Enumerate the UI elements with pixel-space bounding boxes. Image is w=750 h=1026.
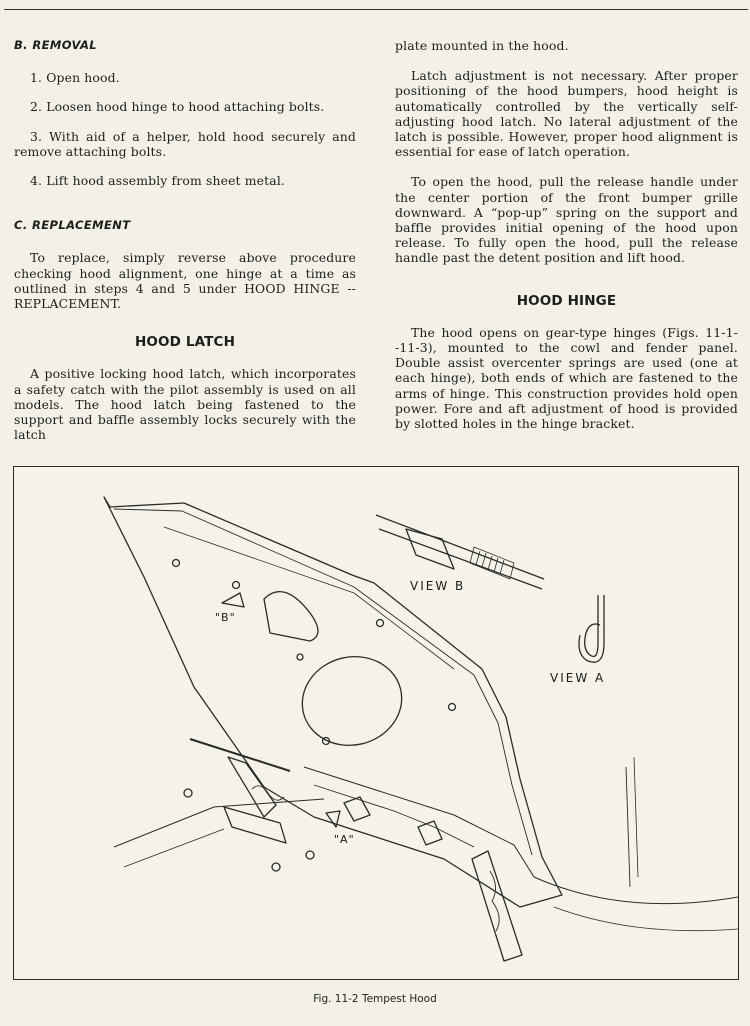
top-rule (4, 9, 748, 10)
figure-tempest-hood (13, 466, 739, 980)
figure-caption: Fig. 11-2 Tempest Hood (313, 993, 437, 1005)
left-hinge-spring (252, 786, 284, 800)
view-a-label: VIEW A (550, 671, 606, 685)
hood-latch-text: A positive locking hood latch, which incorporates a safety catch with the pilot assembly is used on all models. The hood latch being fastened to the support and baffle assembly locks securely with the latch (14, 366, 356, 443)
cowl-edge-line (376, 515, 544, 579)
removal-step-2: 2. Loosen hood hinge to hood attaching bolts. (30, 99, 325, 115)
hood-latch-title: HOOD LATCH (134, 334, 236, 351)
hood-hinge-text: The hood opens on gear-type hinges (Figs. 11-1--11-3), mounted to the cowl and fender panel. Double assist overcenter springs are used (one at each hinge), both ends of which are fastened to the arms of hinge. This construction provides hold open power. Fore and aft adjustment of hood is provided by slotted holes in the hinge bracket. (395, 324, 738, 432)
hood-illustration (14, 467, 738, 979)
fender-line (114, 799, 324, 847)
hood-open-text: To open the hood, pull the release handle under the center portion of the front bumper grille downward. A “pop-up” spring on the support and baffle provides initial opening of the hood upon release. To fully open the hood, pull the release handle past the detent position and lift hood. (395, 174, 738, 266)
left-hinge-bracket (224, 807, 286, 843)
right-column (395, 38, 738, 431)
hood-inner-flange (114, 509, 532, 855)
hood-hinge-title: HOOD HINGE (516, 292, 617, 309)
prop-rod (190, 739, 290, 771)
continued-text: plate mounted in the hood. (395, 38, 569, 53)
latch-adjust-text: Latch adjustment is not necessary. After proper positioning of the hood bumpers, hood height is automatically controlled by the vertically self-adjusting hood latch. No lateral adjustment of the latch is possible. However, proper hood alignment is essential for ease of latch operation. (395, 68, 738, 160)
hood-inner-rib (164, 527, 454, 669)
removal-step-4: 4. Lift hood assembly from sheet metal. (30, 173, 286, 189)
callout-a-label: "A" (334, 833, 355, 846)
removal-step-1: 1. Open hood. (30, 70, 120, 86)
replacement-heading: C. REPLACEMENT (14, 218, 131, 233)
removal-step-3: 3. With aid of a helper, hold hood securely and remove attaching bolts. (14, 128, 356, 159)
hood-triangle-opening (264, 592, 318, 641)
callout-b-arrow (222, 593, 244, 607)
view-b-label: VIEW B (410, 579, 466, 593)
view-b-bracket (406, 529, 454, 569)
view-a-hook-outer (579, 595, 604, 662)
replacement-text: To replace, simply reverse above procedure checking hood alignment, one hinge at a time as outlined in steps 4 and 5 under HOOD HINGE -- REPLACEMENT. (14, 250, 356, 312)
hood-round-opening (293, 646, 411, 756)
callout-b-label: "B" (215, 611, 236, 624)
right-hinge (472, 851, 522, 961)
hood-panel (104, 497, 562, 907)
view-a-hook (585, 595, 600, 657)
removal-heading: B. REMOVAL (14, 38, 98, 52)
left-hinge (228, 757, 276, 817)
left-column (14, 38, 356, 442)
